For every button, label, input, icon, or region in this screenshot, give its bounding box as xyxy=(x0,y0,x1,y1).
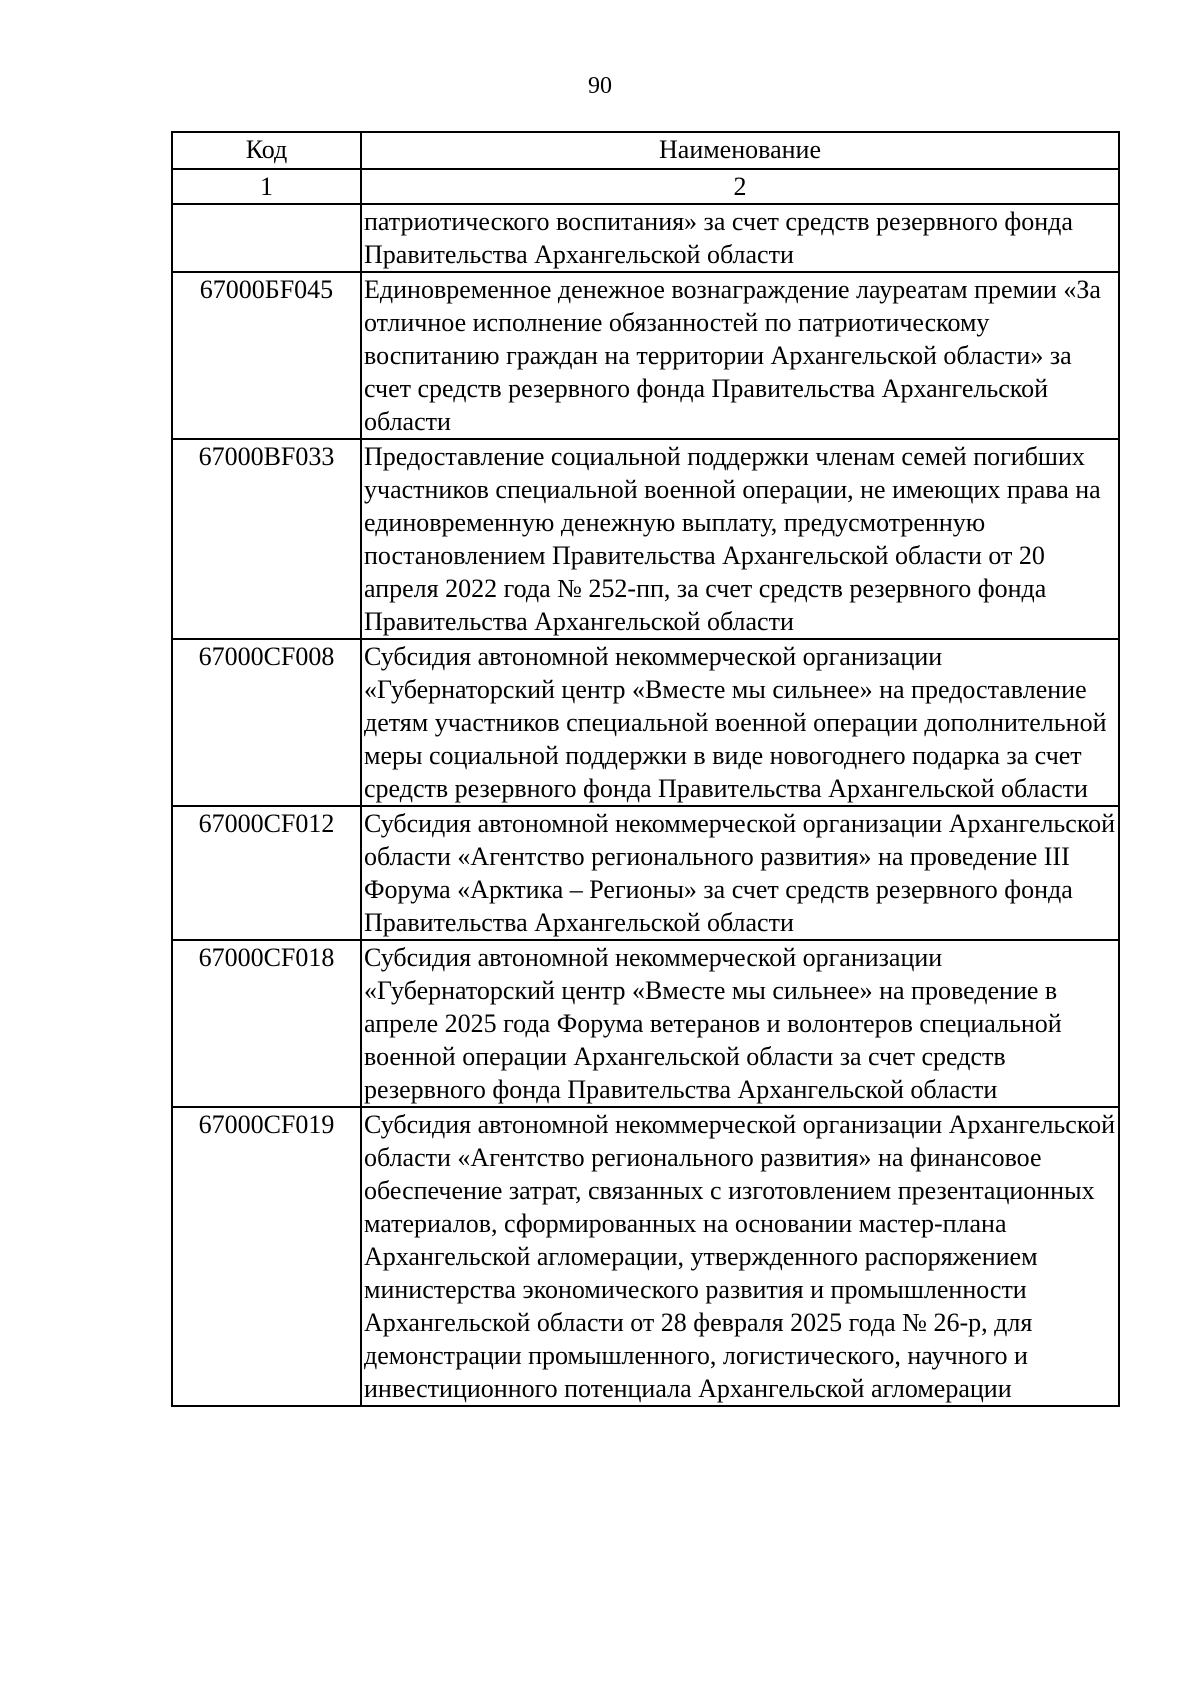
row-name: Единовременное денежное вознаграждение лауреатам премии «За отличное исполнение обязанностей по патриотическому воспитанию граждан на территории Архангельской области» за счет средств резервного фонда Правительства Архангельской области xyxy=(361,272,1119,439)
table-row xyxy=(172,639,1119,806)
row-name: Субсидия автономной некоммерческой организации Архангельской области «Агентство регионального развития» на проведение III Форума «Арктика – Регионы» за счет средств резервного фонда Правительства Архангельской области xyxy=(361,806,1119,940)
header-code: Код xyxy=(172,132,361,169)
table-row xyxy=(172,1107,1119,1406)
row-name: Предоставление социальной поддержки членам семей погибших участников специальной военной операции, не имеющих права на единовременную денежную выплату, предусмотренную постановлением Правительства Архангельской области от 20 апреля 2022 года № 252-пп, за счет средств резервного фонда Правительства Архангельской области xyxy=(361,439,1119,639)
row-code: 67000СF019 xyxy=(172,1107,361,1406)
row-code: 67000СF008 xyxy=(172,639,361,806)
column-number-1: 1 xyxy=(172,169,361,204)
table-row xyxy=(172,204,1119,272)
table-row xyxy=(172,439,1119,639)
page-number: 90 xyxy=(588,73,612,99)
row-name: Субсидия автономной некоммерческой организации «Губернаторский центр «Вместе мы сильнее» на проведение в апреле 2025 года Форума ветеранов и волонтеров специальной военной операции Архангельской области за счет средств резервного фонда Правительства Архангельской области xyxy=(361,940,1119,1107)
header-name: Наименование xyxy=(361,132,1119,169)
row-name: Субсидия автономной некоммерческой организации Архангельской области «Агентство регионального развития» на финансовое обеспечение затрат, связанных с изготовлением презентационных материалов, сформированных на основании мастер-плана Архангельской агломерации, утвержденного распоряжением министерства экономического развития и промышленности Архангельской области от 28 февраля 2025 года № 26-р, для демонстрации промышленного, логистического, научного и инвестиционного потенциала Архангельской агломерации xyxy=(361,1107,1119,1406)
row-code xyxy=(172,204,361,272)
table-header-row xyxy=(172,132,1119,169)
budget-codes-table xyxy=(171,131,1120,1407)
row-code: 67000ВF033 xyxy=(172,439,361,639)
table-row xyxy=(172,272,1119,439)
column-number-2: 2 xyxy=(361,169,1119,204)
row-code: 67000СF012 xyxy=(172,806,361,940)
row-name: патриотического воспитания» за счет средств резервного фонда Правительства Архангельской области xyxy=(361,204,1119,272)
table-row xyxy=(172,806,1119,940)
row-code: 67000БF045 xyxy=(172,272,361,439)
row-name: Субсидия автономной некоммерческой организации «Губернаторский центр «Вместе мы сильнее» на предоставление детям участников специальной военной операции дополнительной меры социальной поддержки в виде новогоднего подарка за счет средств резервного фонда Правительства Архангельской области xyxy=(361,639,1119,806)
column-number-row xyxy=(172,169,1119,204)
table-row xyxy=(172,940,1119,1107)
row-code: 67000СF018 xyxy=(172,940,361,1107)
